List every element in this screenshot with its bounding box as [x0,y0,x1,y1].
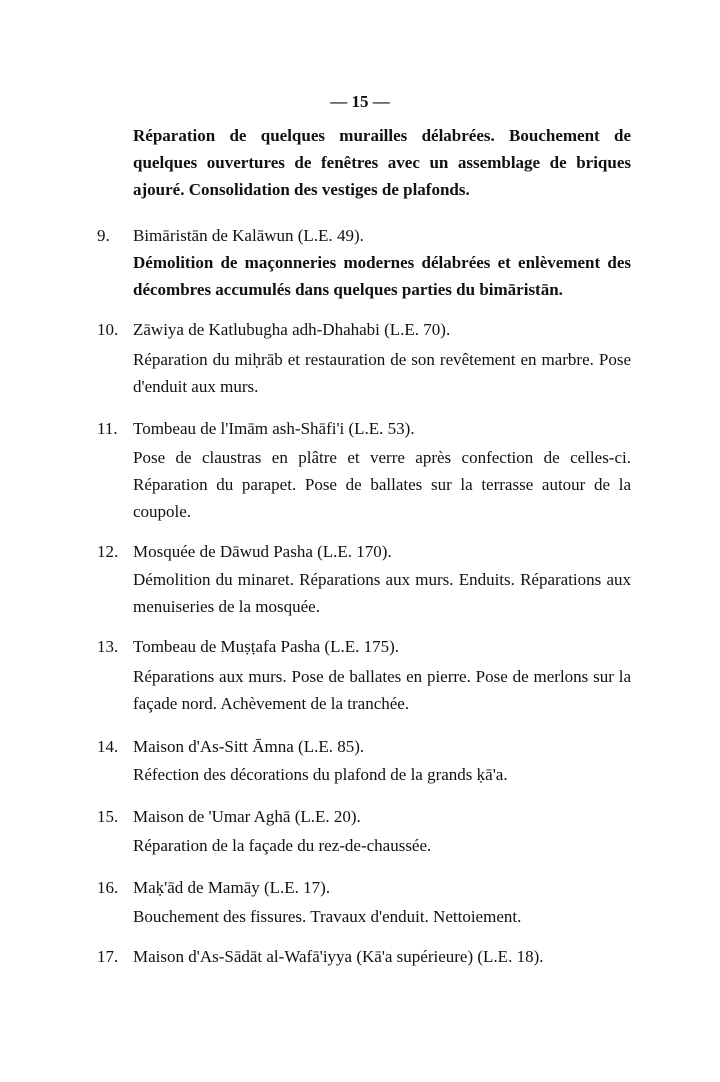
entry-text: Réparations aux murs. Pose de ballates en pierre. Pose de merlons sur la façade nord. Achèvement de la tranchée. [133,667,631,713]
entry-number: 15. [97,807,119,826]
entry-title: Bimāristān de Kalāwun (L.E. 49). [133,226,364,245]
intro-text: Réparation de quelques murailles délabrées. Bouchement de quelques ouvertures de fenêtres avec un assemblage de briques ajouré. Consolidation des vestiges de plafonds. [133,126,631,199]
entry-number: 10. [97,320,119,339]
entry-text: Démolition de maçonneries modernes délabrées et enlèvement des décombres accumulés dans quelques parties du bimāristān. [133,253,631,299]
entry-12-heading [97,538,657,565]
entry-11-body [97,444,631,525]
entry-title: Maison de 'Umar Aghā (L.E. 20). [133,807,361,826]
entry-title: Maḳ'ād de Mamāy (L.E. 17). [133,878,331,897]
entry-number: 16. [97,878,119,897]
entry-title: Tombeau de Muṣṭafa Pasha (L.E. 175). [133,637,400,656]
entry-number: 12. [97,542,119,561]
entry-9-body [97,249,631,303]
entry-15-body [133,832,633,859]
entry-16-body [133,903,633,930]
intro-paragraph [97,122,631,203]
entry-number: 14. [97,737,119,756]
entry-number: 11. [97,419,118,438]
entry-title: Mosquée de Dāwud Pasha (L.E. 170). [133,542,392,561]
entry-12-body [97,566,631,620]
entry-9-heading [97,222,657,249]
entry-number: 9. [97,226,110,245]
page-number: — 15 — [330,92,390,111]
entry-13-heading [97,633,657,660]
entry-14-heading [97,733,657,760]
entry-number: 17. [97,947,119,966]
entry-16-heading [97,874,657,901]
entry-title: Zāwiya de Katlubugha adh-Dhahabi (L.E. 70). [133,320,451,339]
entry-title: Maison d'As-Sitt Āmna (L.E. 85). [133,737,365,756]
entry-14-body [133,761,633,788]
entry-17-heading [97,943,657,970]
entry-text: Démolition du minaret. Réparations aux murs. Enduits. Réparations aux menuiseries de la mosquée. [133,570,631,616]
entry-11-heading [97,415,657,442]
entry-title: Tombeau de l'Imām ash-Shāfi'i (L.E. 53). [133,419,415,438]
entry-15-heading [97,803,657,830]
entry-10-heading [97,316,657,343]
entry-13-body [97,663,631,717]
entry-title: Maison d'As-Sādāt al-Wafā'iyya (Kā'a supérieure) (L.E. 18). [133,947,544,966]
entry-text: Réfection des décorations du plafond de la grands ḳā'a. [133,765,508,784]
entry-text: Pose de claustras en plâtre et verre après confection de celles-ci. Réparation du parapet. Pose de ballates sur la terrasse autour de la coupole. [133,448,631,521]
entry-text: Réparation de la façade du rez-de-chaussée. [133,836,432,855]
entry-number: 13. [97,637,119,656]
entry-10-body [97,346,631,400]
entry-text: Réparation du miḥrāb et restauration de son revêtement en marbre. Pose d'enduit aux murs. [133,350,631,396]
entry-text: Bouchement des fissures. Travaux d'enduit. Nettoiement. [133,907,522,926]
